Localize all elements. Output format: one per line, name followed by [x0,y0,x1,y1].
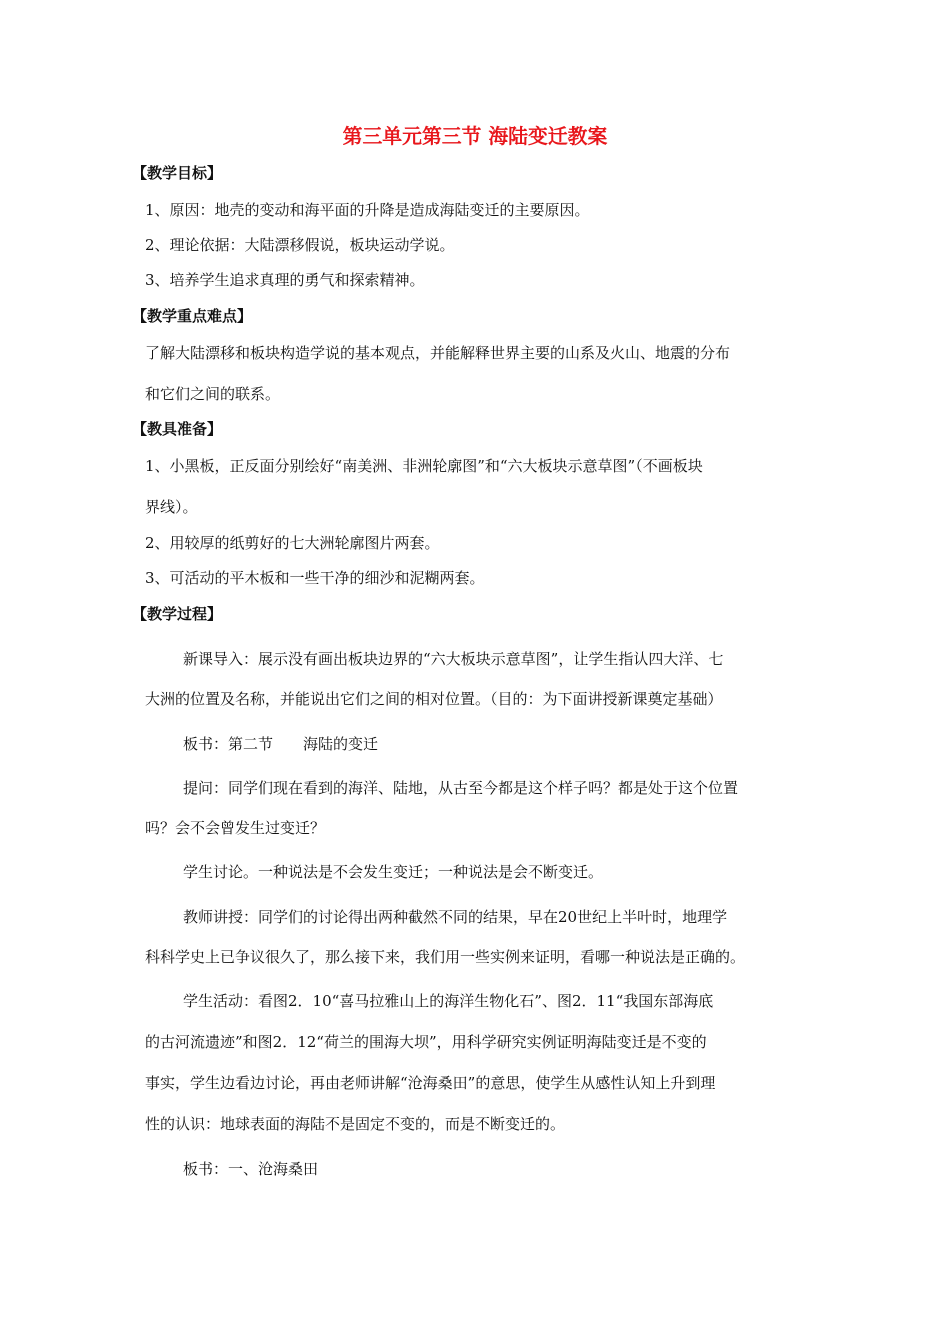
process-line-9: 学生活动：看图2．10“喜马拉雅山上的海洋生物化石”、图2．11“我国东部海底 [183,992,714,1010]
objectives-line-1: 1、原因：地壳的变动和海平面的升降是造成海陆变迁的主要原因。 [145,201,590,219]
process-line-5: 吗？会不会曾发生过变迁？ [145,819,326,837]
section-heading-key-points: 【教学重点难点】 [132,307,253,325]
process-line-3: 板书：第二节 海陆的变迁 [183,735,379,753]
process-line-2: 大洲的位置及名称，并能说出它们之间的相对位置。（目的：为下面讲授新课奠定基础） [145,690,723,708]
process-line-1: 新课导入：展示没有画出板块边界的“六大板块示意草图”，让学生指认四大洋、七 [183,650,724,668]
objectives-line-3: 3、培养学生追求真理的勇气和探索精神。 [145,271,425,289]
materials-line-1: 1、小黑板，正反面分别绘好“南美洲、非洲轮廓图”和“六大板块示意草图”（不画板块 [145,457,703,475]
process-line-11: 事实，学生边看边讨论，再由老师讲解“沧海桑田”的意思，使学生从感性认知上升到理 [145,1074,716,1092]
process-line-8: 科科学史上已争议很久了，那么接下来，我们用一些实例来证明，看哪一种说法是正确的。 [145,948,746,966]
process-line-7: 教师讲授：同学们的讨论得出两种截然不同的结果，早在20世纪上半叶时，地理学 [183,908,728,926]
process-line-12: 性的认识：地球表面的海陆不是固定不变的，而是不断变迁的。 [145,1115,566,1133]
section-heading-objectives: 【教学目标】 [132,164,223,182]
objectives-line-2: 2、理论依据：大陆漂移假说，板块运动学说。 [145,236,455,254]
materials-line-3: 2、用较厚的纸剪好的七大洲轮廓图片两套。 [145,534,440,552]
key-points-line-2: 和它们之间的联系。 [145,385,281,403]
materials-line-2: 界线）。 [145,498,198,516]
section-heading-process: 【教学过程】 [132,605,223,623]
materials-line-4: 3、可活动的平木板和一些干净的细沙和泥糊两套。 [145,569,485,587]
section-heading-materials: 【教具准备】 [132,420,223,438]
process-line-13: 板书：一、沧海桑田 [183,1160,319,1178]
process-line-10: 的古河流遗迹”和图2．12“荷兰的围海大坝”，用科学研究实例证明海陆变迁是不变的 [145,1033,707,1051]
key-points-line-1: 了解大陆漂移和板块构造学说的基本观点，并能解释世界主要的山系及火山、地震的分布 [145,344,731,362]
process-line-6: 学生讨论。一种说法是不会发生变迁；一种说法是会不断变迁。 [183,863,604,881]
process-line-4: 提问：同学们现在看到的海洋、陆地，从古至今都是这个样子吗？都是处于这个位置 [183,779,739,797]
document-title: 第三单元第三节 海陆变迁教案 [342,125,608,148]
